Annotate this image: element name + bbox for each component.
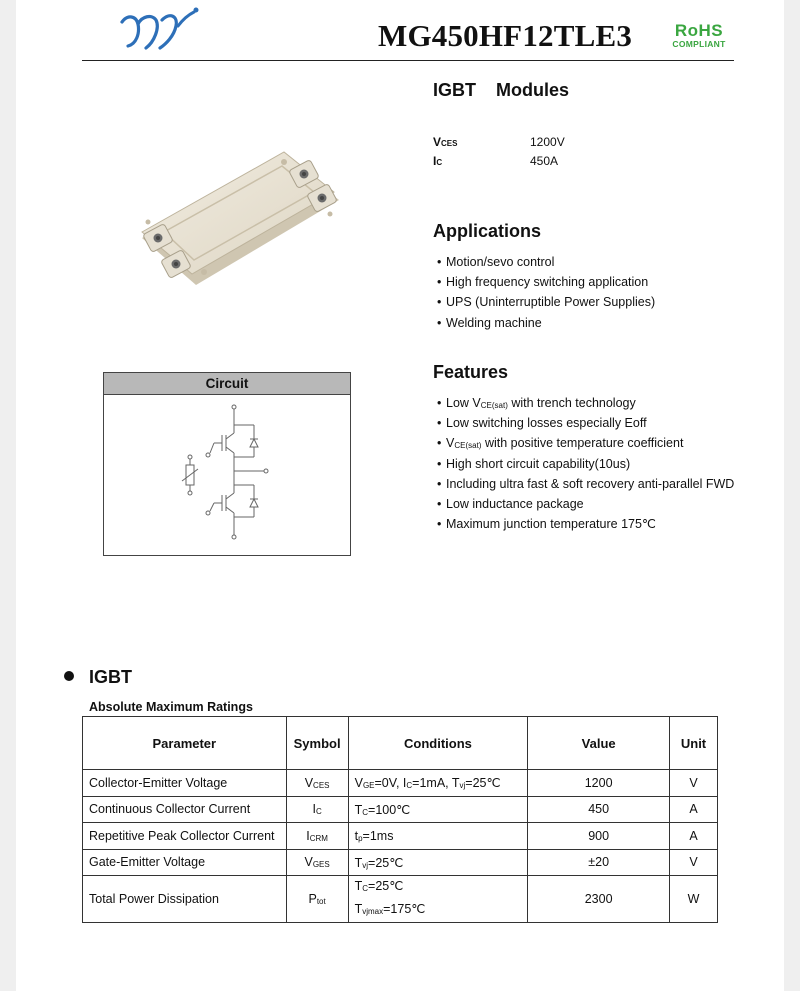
unit-cell: A xyxy=(670,823,718,850)
product-category: Modules xyxy=(496,80,570,100)
unit-cell: V xyxy=(670,770,718,797)
value-cell: ±20 xyxy=(528,849,670,876)
list-item: • High frequency switching application xyxy=(433,272,655,292)
list-item: • Low VCE(sat) with trench technology xyxy=(433,393,734,413)
param-cell: Continuous Collector Current xyxy=(83,796,287,823)
part-number-title: MG450HF12TLE3 xyxy=(378,18,633,53)
applications-list xyxy=(433,252,655,333)
table-row xyxy=(83,796,718,823)
product-heading xyxy=(433,80,569,101)
product-type: IGBT xyxy=(433,80,476,100)
circuit-title: Circuit xyxy=(104,373,350,395)
company-logo-icon xyxy=(116,4,206,54)
igbt-module-image xyxy=(134,150,344,315)
value-cell: 900 xyxy=(528,823,670,850)
value-cell: 450 xyxy=(528,796,670,823)
unit-cell: W xyxy=(670,876,718,923)
conditions-cell: tp=1ms xyxy=(348,823,528,850)
list-item: • Motion/sevo control xyxy=(433,252,655,272)
rohs-label: RoHS xyxy=(674,21,724,40)
features-list xyxy=(433,393,734,534)
symbol-cell: VGES xyxy=(286,849,348,876)
unit-cell: V xyxy=(670,849,718,876)
header-parameter: Parameter xyxy=(83,717,287,770)
param-cell: Repetitive Peak Collector Current xyxy=(83,823,287,850)
circuit-diagram-box xyxy=(103,372,351,556)
table-row xyxy=(83,823,718,850)
spec-ic-symbol: IC xyxy=(433,154,443,168)
symbol-cell: Ptot xyxy=(286,876,348,923)
list-item: • Low switching losses especially Eoff xyxy=(433,413,734,433)
header-value: Value xyxy=(528,717,670,770)
list-item: • Maximum junction temperature 175℃ xyxy=(433,514,734,534)
ratings-table xyxy=(82,716,718,923)
symbol-cell: ICRM xyxy=(286,823,348,850)
list-item: • Including ultra fast & soft recovery anti-parallel FWD xyxy=(433,474,734,494)
param-cell: Gate-Emitter Voltage xyxy=(83,849,287,876)
list-item: • High short circuit capability(10us) xyxy=(433,454,734,474)
conditions-cell: VGE=0V, IC=1mA, Tvj=25℃ xyxy=(348,770,528,797)
rohs-compliant-label: COMPLIANT xyxy=(672,39,726,49)
section-bullet-icon xyxy=(64,671,74,681)
conditions-cell: TC=100℃ xyxy=(348,796,528,823)
spec-vces-value: 1200V xyxy=(530,135,565,149)
spec-ic-value: 450A xyxy=(530,154,559,168)
list-item: • VCE(sat) with positive temperature coefficient xyxy=(433,433,734,453)
value-cell: 1200 xyxy=(528,770,670,797)
datasheet-page xyxy=(16,0,784,991)
value-cell: 2300 xyxy=(528,876,670,923)
half-bridge-schematic-icon xyxy=(104,395,350,555)
param-cell: Total Power Dissipation xyxy=(83,876,287,923)
list-item: • UPS (Uninterruptible Power Supplies) xyxy=(433,292,655,312)
table-row xyxy=(83,849,718,876)
features-title: Features xyxy=(433,362,509,382)
header-divider xyxy=(82,60,734,61)
list-item: • Low inductance package xyxy=(433,494,734,514)
symbol-cell: IC xyxy=(286,796,348,823)
unit-cell: A xyxy=(670,796,718,823)
circuit-diagram xyxy=(104,395,350,555)
applications-title: Applications xyxy=(433,221,542,241)
header-unit: Unit xyxy=(670,717,718,770)
param-cell: Collector-Emitter Voltage xyxy=(83,770,287,797)
conditions-cell: Tvj=25℃ xyxy=(348,849,528,876)
table-header-row xyxy=(83,717,718,770)
rohs-badge xyxy=(662,22,736,49)
list-item: • Welding machine xyxy=(433,313,655,333)
conditions-cell: TC=25℃ Tvjmax=175℃ xyxy=(348,876,528,923)
header-symbol: Symbol xyxy=(286,717,348,770)
spec-vces-symbol: VCES xyxy=(433,135,458,149)
symbol-cell: VCES xyxy=(286,770,348,797)
table-row xyxy=(83,770,718,797)
section-title: IGBT xyxy=(89,667,132,687)
section-subtitle: Absolute Maximum Ratings xyxy=(89,700,253,714)
table-row xyxy=(83,876,718,923)
header-conditions: Conditions xyxy=(348,717,528,770)
